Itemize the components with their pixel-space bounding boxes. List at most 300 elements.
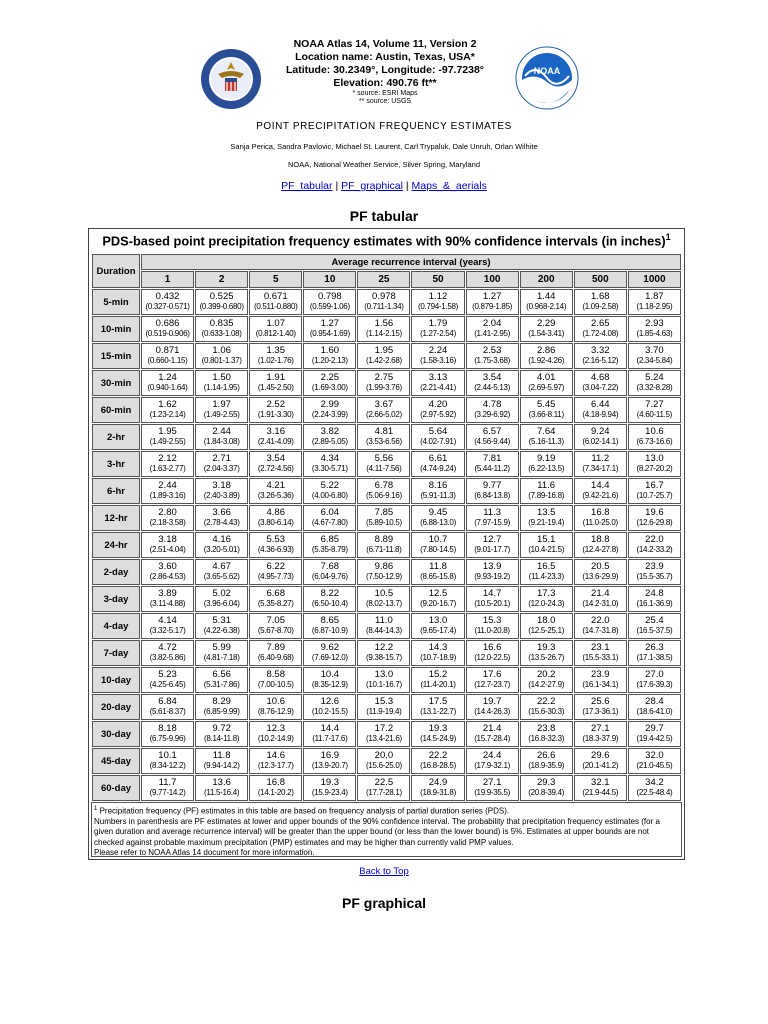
estimate-value: 4.86: [266, 507, 285, 518]
estimate-value: 1.60: [320, 345, 340, 356]
lat-long: Latitude: 30.2349°, Longitude: -97.7238°: [285, 64, 485, 76]
page-title: POINT PRECIPITATION FREQUENCY ESTIMATES: [256, 121, 512, 132]
return-period-header: 10: [303, 271, 356, 288]
estimate-cell: [303, 748, 356, 774]
link-separator: |: [405, 180, 409, 192]
estimate-cell: [628, 586, 681, 612]
estimate-cell: [249, 370, 302, 396]
estimate-cell: [574, 532, 627, 558]
estimate-cell: [628, 748, 681, 774]
estimate-value: 0.686: [155, 318, 180, 329]
table-row: [92, 586, 681, 612]
estimate-value: 10.6: [266, 696, 285, 707]
estimate-cell: [357, 451, 410, 477]
confidence-interval: (6.22-13.5): [528, 464, 565, 473]
estimate-cell: [466, 316, 519, 342]
confidence-interval: (6.84-13.8): [474, 491, 511, 500]
confidence-interval: (5.61-8.37): [149, 707, 186, 716]
estimate-cell: [520, 289, 573, 315]
confidence-interval: (14.1-20.2): [257, 788, 294, 797]
estimate-cell: [141, 397, 194, 423]
maps-aerials-link[interactable]: Maps_&_aerials: [411, 180, 487, 192]
estimate-value: 0.978: [372, 291, 396, 302]
estimate-cell: [195, 370, 248, 396]
confidence-interval: (2.86-4.53): [149, 572, 186, 581]
estimate-value: 9.19: [536, 453, 556, 464]
confidence-interval: (3.11-4.88): [149, 599, 186, 608]
estimate-cell: [141, 505, 194, 531]
confidence-interval: (10.5-20.1): [474, 599, 511, 608]
estimate-value: 32.0: [645, 750, 664, 761]
estimate-cell: [520, 613, 573, 639]
confidence-interval: (1.09-2.58): [582, 302, 619, 311]
estimate-value: 4.67: [212, 561, 231, 572]
estimate-cell: [195, 694, 248, 720]
page-header: [0, 38, 768, 118]
confidence-interval: (1.42-2.68): [366, 356, 402, 365]
estimate-cell: [249, 424, 302, 450]
confidence-interval: (13.4-21.6): [366, 734, 402, 743]
estimate-cell: [411, 586, 464, 612]
confidence-interval: (1.18-2.95): [636, 302, 673, 311]
confidence-interval: (15.5-33.1): [582, 653, 619, 662]
duration-cell: 30-min: [92, 370, 140, 396]
confidence-interval: (4.67-7.80): [311, 518, 348, 527]
estimate-value: 28.4: [645, 696, 664, 707]
estimate-cell: [520, 667, 573, 693]
duration-cell: 45-day: [92, 748, 140, 774]
estimate-value: 11.3: [483, 507, 501, 518]
return-period-header: 1000: [628, 271, 681, 288]
estimate-cell: [141, 478, 194, 504]
confidence-interval: (14.2-33.2): [636, 545, 673, 554]
confidence-interval: (1.63-2.77): [149, 464, 186, 473]
estimate-cell: [195, 640, 248, 666]
confidence-interval: (9.01-17.7): [474, 545, 511, 554]
confidence-interval: (4.60-11.5): [636, 410, 673, 419]
estimate-value: 15.2: [428, 669, 448, 680]
estimate-value: 19.3: [428, 723, 448, 734]
estimate-value: 6.22: [266, 561, 285, 572]
estimate-value: 2.99: [320, 399, 340, 410]
estimate-value: 11.6: [537, 480, 556, 491]
confidence-interval: (9.38-15.7): [366, 653, 402, 662]
confidence-interval: (6.40-9.68): [257, 653, 294, 662]
duration-cell: 2-day: [92, 559, 140, 585]
source-note-2: ** source: USGS: [358, 98, 412, 105]
confidence-interval: (6.50-10.4): [311, 599, 348, 608]
confidence-interval: (12.6-29.8): [636, 518, 673, 527]
estimate-value: 9.62: [320, 642, 340, 653]
confidence-interval: (5.16-11.3): [528, 437, 564, 446]
estimate-value: 5.24: [645, 372, 664, 383]
estimate-cell: [520, 478, 573, 504]
duration-cell: 5-min: [92, 289, 140, 315]
estimate-cell: [574, 316, 627, 342]
confidence-interval: (15.7-28.4): [474, 734, 511, 743]
estimate-cell: [411, 478, 464, 504]
estimate-value: 19.3: [320, 777, 340, 788]
confidence-interval: (5.91-11.3): [420, 491, 456, 500]
estimate-value: 1.87: [645, 291, 664, 302]
estimate-value: 22.5: [374, 777, 394, 788]
estimate-value: 7.27: [645, 399, 664, 410]
estimate-cell: [357, 289, 410, 315]
estimate-cell: [411, 748, 464, 774]
estimate-value: 23.1: [591, 642, 610, 653]
estimate-value: 15.3: [374, 696, 394, 707]
estimate-value: 3.60: [158, 561, 177, 572]
estimate-cell: [357, 532, 410, 558]
confidence-interval: (11.7-17.6): [312, 734, 348, 743]
estimate-value: 14.3: [428, 642, 448, 653]
estimate-cell: [520, 397, 573, 423]
pf-table-body: [92, 289, 681, 801]
back-to-top-link[interactable]: Back to Top: [359, 866, 409, 877]
estimate-cell: [195, 775, 248, 801]
estimate-cell: [520, 640, 573, 666]
confidence-interval: (1.41-2.95): [474, 329, 511, 338]
pf-tabular-link[interactable]: PF_tabular: [281, 180, 333, 192]
estimate-cell: [628, 424, 681, 450]
estimate-cell: [628, 478, 681, 504]
pf-tabular-heading: PF tabular: [349, 208, 419, 224]
estimate-value: 26.6: [536, 750, 556, 761]
confidence-interval: (10.2-15.5): [311, 707, 348, 716]
estimate-value: 5.45: [536, 399, 556, 410]
confidence-interval: (10.2-14.9): [257, 734, 294, 743]
estimate-value: 1.44: [536, 291, 556, 302]
confidence-interval: (14.5-24.9): [420, 734, 456, 743]
return-period-header: 500: [574, 271, 627, 288]
estimate-value: 3.66: [212, 507, 231, 518]
estimate-cell: [357, 343, 410, 369]
confidence-interval: (12.0-22.5): [474, 653, 511, 662]
confidence-interval: (2.21-4.41): [420, 383, 456, 392]
confidence-interval: (0.399-0.680): [199, 302, 244, 311]
confidence-interval: (15.5-35.7): [636, 572, 673, 581]
confidence-interval: (3.32-8.28): [636, 383, 673, 392]
estimate-value: 4.21: [266, 480, 285, 491]
confidence-interval: (0.327-0.571): [145, 302, 190, 311]
confidence-interval: (0.511-0.880): [253, 302, 298, 311]
estimate-value: 17.5: [428, 696, 448, 707]
duration-cell: 7-day: [92, 640, 140, 666]
estimate-value: 2.65: [591, 318, 610, 329]
estimate-value: 29.6: [591, 750, 610, 761]
estimate-value: 26.3: [645, 642, 664, 653]
estimate-value: 16.8: [591, 507, 610, 518]
estimate-value: 3.89: [158, 588, 177, 599]
confidence-interval: (17.9-32.1): [474, 761, 511, 770]
confidence-interval: (17.3-36.1): [582, 707, 619, 716]
confidence-interval: (6.73-16.6): [636, 437, 673, 446]
estimate-cell: [520, 559, 573, 585]
estimate-value: 16.8: [266, 777, 285, 788]
estimate-cell: [249, 478, 302, 504]
confidence-interval: (0.599-1.06): [309, 302, 350, 311]
estimate-value: 3.54: [482, 372, 502, 383]
estimate-cell: [520, 424, 573, 450]
estimate-value: 20.5: [591, 561, 610, 572]
estimate-cell: [628, 505, 681, 531]
estimate-cell: [574, 505, 627, 531]
estimate-cell: [303, 613, 356, 639]
confidence-interval: (16.1-36.9): [636, 599, 673, 608]
estimate-value: 13.6: [212, 777, 231, 788]
estimate-value: 14.4: [320, 723, 340, 734]
table-row: [92, 289, 681, 315]
pf-graphical-link[interactable]: PF_graphical: [341, 180, 403, 192]
duration-cell: 15-min: [92, 343, 140, 369]
confidence-interval: (0.879-1.85): [472, 302, 513, 311]
estimate-value: 8.29: [212, 696, 231, 707]
confidence-interval: (14.2-27.9): [528, 680, 565, 689]
estimate-cell: [574, 586, 627, 612]
duration-cell: 10-min: [92, 316, 140, 342]
estimate-cell: [141, 748, 194, 774]
confidence-interval: (9.94-14.2): [203, 761, 240, 770]
location-summary: [260, 38, 510, 106]
estimate-value: 7.05: [266, 615, 285, 626]
estimate-cell: [520, 505, 573, 531]
estimate-value: 8.22: [320, 588, 340, 599]
table-footnote: [91, 802, 682, 857]
estimate-cell: [249, 721, 302, 747]
confidence-interval: (11.4-23.3): [528, 572, 564, 581]
estimate-cell: [357, 505, 410, 531]
elevation: Elevation: 490.76 ft**: [333, 77, 437, 89]
table-row: [92, 424, 681, 450]
confidence-interval: (16.8-32.3): [528, 734, 565, 743]
estimate-cell: [303, 775, 356, 801]
authors: Sanja Perica, Sandra Pavlovic, Michael St. Laurent, Carl Trypaluk, Dale Unruh, Orlan Wilhite: [230, 142, 538, 151]
confidence-interval: (0.519-0.906): [145, 329, 190, 338]
table-row: [92, 316, 681, 342]
estimate-value: 2.44: [158, 480, 177, 491]
confidence-interval: (7.89-16.8): [528, 491, 565, 500]
estimate-cell: [520, 370, 573, 396]
estimate-cell: [520, 775, 573, 801]
confidence-interval: (10.7-18.9): [420, 653, 456, 662]
estimate-value: 9.72: [212, 723, 231, 734]
table-row: [92, 721, 681, 747]
estimate-cell: [303, 640, 356, 666]
confidence-interval: (1.49-2.55): [149, 437, 186, 446]
confidence-interval: (4.11-7.56): [366, 464, 402, 473]
confidence-interval: (15.6-30.3): [528, 707, 565, 716]
estimate-cell: [195, 316, 248, 342]
estimate-value: 27.1: [591, 723, 610, 734]
table-row: [92, 505, 681, 531]
estimate-value: 10.1: [158, 750, 177, 761]
estimate-cell: [411, 451, 464, 477]
confidence-interval: (8.76-12.9): [257, 707, 294, 716]
estimate-cell: [357, 721, 410, 747]
estimate-cell: [357, 424, 410, 450]
estimate-value: 14.7: [482, 588, 502, 599]
confidence-interval: (1.02-1.76): [257, 356, 294, 365]
estimate-cell: [574, 559, 627, 585]
estimate-value: 1.06: [212, 345, 231, 356]
estimate-value: 0.871: [155, 345, 180, 356]
footnote-1-text: Precipitation frequency (PF) estimates in this table are based on frequency analysis of partial duration series (PDS).: [99, 806, 510, 816]
confidence-interval: (12.7-23.7): [474, 680, 511, 689]
confidence-interval: (1.45-2.50): [257, 383, 294, 392]
estimate-cell: [303, 694, 356, 720]
return-period-row: [92, 271, 681, 288]
estimate-value: 8.89: [374, 534, 394, 545]
confidence-interval: (0.794-1.58): [418, 302, 458, 311]
estimate-value: 5.31: [212, 615, 231, 626]
duration-cell: 2-hr: [92, 424, 140, 450]
estimate-cell: [303, 505, 356, 531]
table-row: [92, 478, 681, 504]
estimate-cell: [411, 424, 464, 450]
confidence-interval: (0.660-1.15): [147, 356, 188, 365]
estimate-cell: [411, 505, 464, 531]
confidence-interval: (4.02-7.91): [420, 437, 456, 446]
estimate-value: 22.0: [591, 615, 610, 626]
estimate-cell: [574, 478, 627, 504]
estimate-cell: [195, 343, 248, 369]
estimate-value: 19.7: [482, 696, 502, 707]
estimate-value: 8.16: [428, 480, 448, 491]
estimate-value: 2.24: [428, 345, 448, 356]
confidence-interval: (1.23-2.14): [149, 410, 186, 419]
organization: NOAA, National Weather Service, Silver Spring, Maryland: [287, 160, 481, 169]
estimate-cell: [195, 667, 248, 693]
confidence-interval: (7.80-14.5): [420, 545, 456, 554]
estimate-cell: [466, 478, 519, 504]
confidence-interval: (11.0-25.0): [582, 518, 618, 527]
confidence-interval: (6.71-11.8): [366, 545, 402, 554]
confidence-interval: (8.44-14.3): [366, 626, 402, 635]
confidence-interval: (2.24-3.99): [311, 410, 348, 419]
estimate-value: 1.91: [266, 372, 285, 383]
confidence-interval: (11.5-16.4): [204, 788, 240, 797]
confidence-interval: (18.6-41.0): [636, 707, 673, 716]
source-note-1: * source: ESRI Maps: [352, 90, 418, 97]
confidence-interval: (2.66-5.02): [366, 410, 402, 419]
estimate-value: 1.97: [212, 399, 231, 410]
estimate-cell: [303, 343, 356, 369]
estimate-cell: [411, 694, 464, 720]
estimate-value: 2.12: [158, 453, 177, 464]
confidence-interval: (9.77-14.2): [149, 788, 186, 797]
confidence-interval: (22.5-48.4): [636, 788, 673, 797]
estimate-cell: [303, 559, 356, 585]
estimate-value: 5.02: [212, 588, 231, 599]
confidence-interval: (21.9-44.5): [582, 788, 619, 797]
pf-table-container: [88, 228, 685, 860]
estimate-cell: [466, 748, 519, 774]
estimate-value: 20.0: [374, 750, 394, 761]
estimate-value: 6.68: [266, 588, 285, 599]
estimate-value: 11.7: [158, 777, 177, 788]
estimate-cell: [628, 613, 681, 639]
confidence-interval: (0.633-1.08): [201, 329, 242, 338]
estimate-value: 3.18: [158, 534, 177, 545]
confidence-interval: (12.0-24.3): [528, 599, 565, 608]
estimate-cell: [195, 397, 248, 423]
estimate-value: 4.14: [158, 615, 177, 626]
return-period-header: 200: [520, 271, 573, 288]
estimate-cell: [466, 775, 519, 801]
confidence-interval: (3.66-8.11): [528, 410, 564, 419]
table-row: [92, 397, 681, 423]
estimate-cell: [628, 694, 681, 720]
confidence-interval: (13.5-26.7): [528, 653, 565, 662]
confidence-interval: (4.18-9.94): [582, 410, 619, 419]
confidence-interval: (16.1-34.1): [582, 680, 619, 689]
confidence-interval: (1.58-3.16): [420, 356, 456, 365]
estimate-cell: [249, 775, 302, 801]
confidence-interval: (8.65-15.8): [420, 572, 456, 581]
estimate-cell: [249, 667, 302, 693]
confidence-interval: (0.801-1.37): [201, 356, 242, 365]
table-row: [92, 451, 681, 477]
estimate-cell: [520, 748, 573, 774]
estimate-value: 5.53: [266, 534, 285, 545]
estimate-cell: [466, 694, 519, 720]
estimate-value: 1.68: [591, 291, 610, 302]
estimate-cell: [411, 370, 464, 396]
estimate-cell: [466, 397, 519, 423]
table-row: [92, 613, 681, 639]
estimate-value: 1.24: [158, 372, 177, 383]
confidence-interval: (1.75-3.68): [474, 356, 511, 365]
confidence-interval: (7.50-12.9): [366, 572, 402, 581]
estimate-value: 24.8: [645, 588, 664, 599]
confidence-interval: (3.26-5.36): [257, 491, 294, 500]
confidence-interval: (16.5-37.5): [636, 626, 673, 635]
estimate-cell: [574, 289, 627, 315]
estimate-cell: [249, 640, 302, 666]
estimate-cell: [466, 343, 519, 369]
duration-cell: 60-day: [92, 775, 140, 801]
confidence-interval: (15.6-25.0): [366, 761, 402, 770]
footnote-2: Numbers in parenthesis are PF estimates at lower and upper bounds of the 90% confidence interval. The probability that precipitation frequency estimates (for a given duration and average recurrence interval) will be greater than the upper bound (or less than the lower bound) is 5%. Estimates at upper bounds are not checked against probable maximum precipitation (PMP) estimates and may be higher than currently valid PMP values.: [94, 817, 660, 847]
estimate-value: 25.6: [591, 696, 610, 707]
estimate-cell: [574, 775, 627, 801]
confidence-interval: (3.96-6.04): [203, 599, 240, 608]
estimate-value: 13.0: [374, 669, 394, 680]
estimate-value: 3.54: [266, 453, 285, 464]
estimate-cell: [628, 397, 681, 423]
estimate-value: 8.58: [266, 669, 285, 680]
confidence-interval: (3.82-5.86): [149, 653, 186, 662]
confidence-interval: (13.9-20.7): [311, 761, 348, 770]
estimate-value: 2.71: [212, 453, 231, 464]
estimate-cell: [141, 559, 194, 585]
confidence-interval: (10.4-21.5): [528, 545, 565, 554]
confidence-interval: (0.711-1.34): [364, 302, 404, 311]
confidence-interval: (1.99-3.76): [366, 383, 402, 392]
confidence-interval: (2.78-4.43): [203, 518, 240, 527]
estimate-value: 1.62: [158, 399, 177, 410]
estimate-value: 8.65: [320, 615, 340, 626]
estimate-cell: [520, 343, 573, 369]
estimate-value: 10.4: [320, 669, 340, 680]
estimate-value: 2.80: [158, 507, 177, 518]
estimate-cell: [411, 343, 464, 369]
estimate-value: 21.4: [591, 588, 610, 599]
confidence-interval: (17.1-38.5): [636, 653, 673, 662]
estimate-value: 4.78: [482, 399, 502, 410]
estimate-cell: [520, 586, 573, 612]
estimate-cell: [141, 532, 194, 558]
